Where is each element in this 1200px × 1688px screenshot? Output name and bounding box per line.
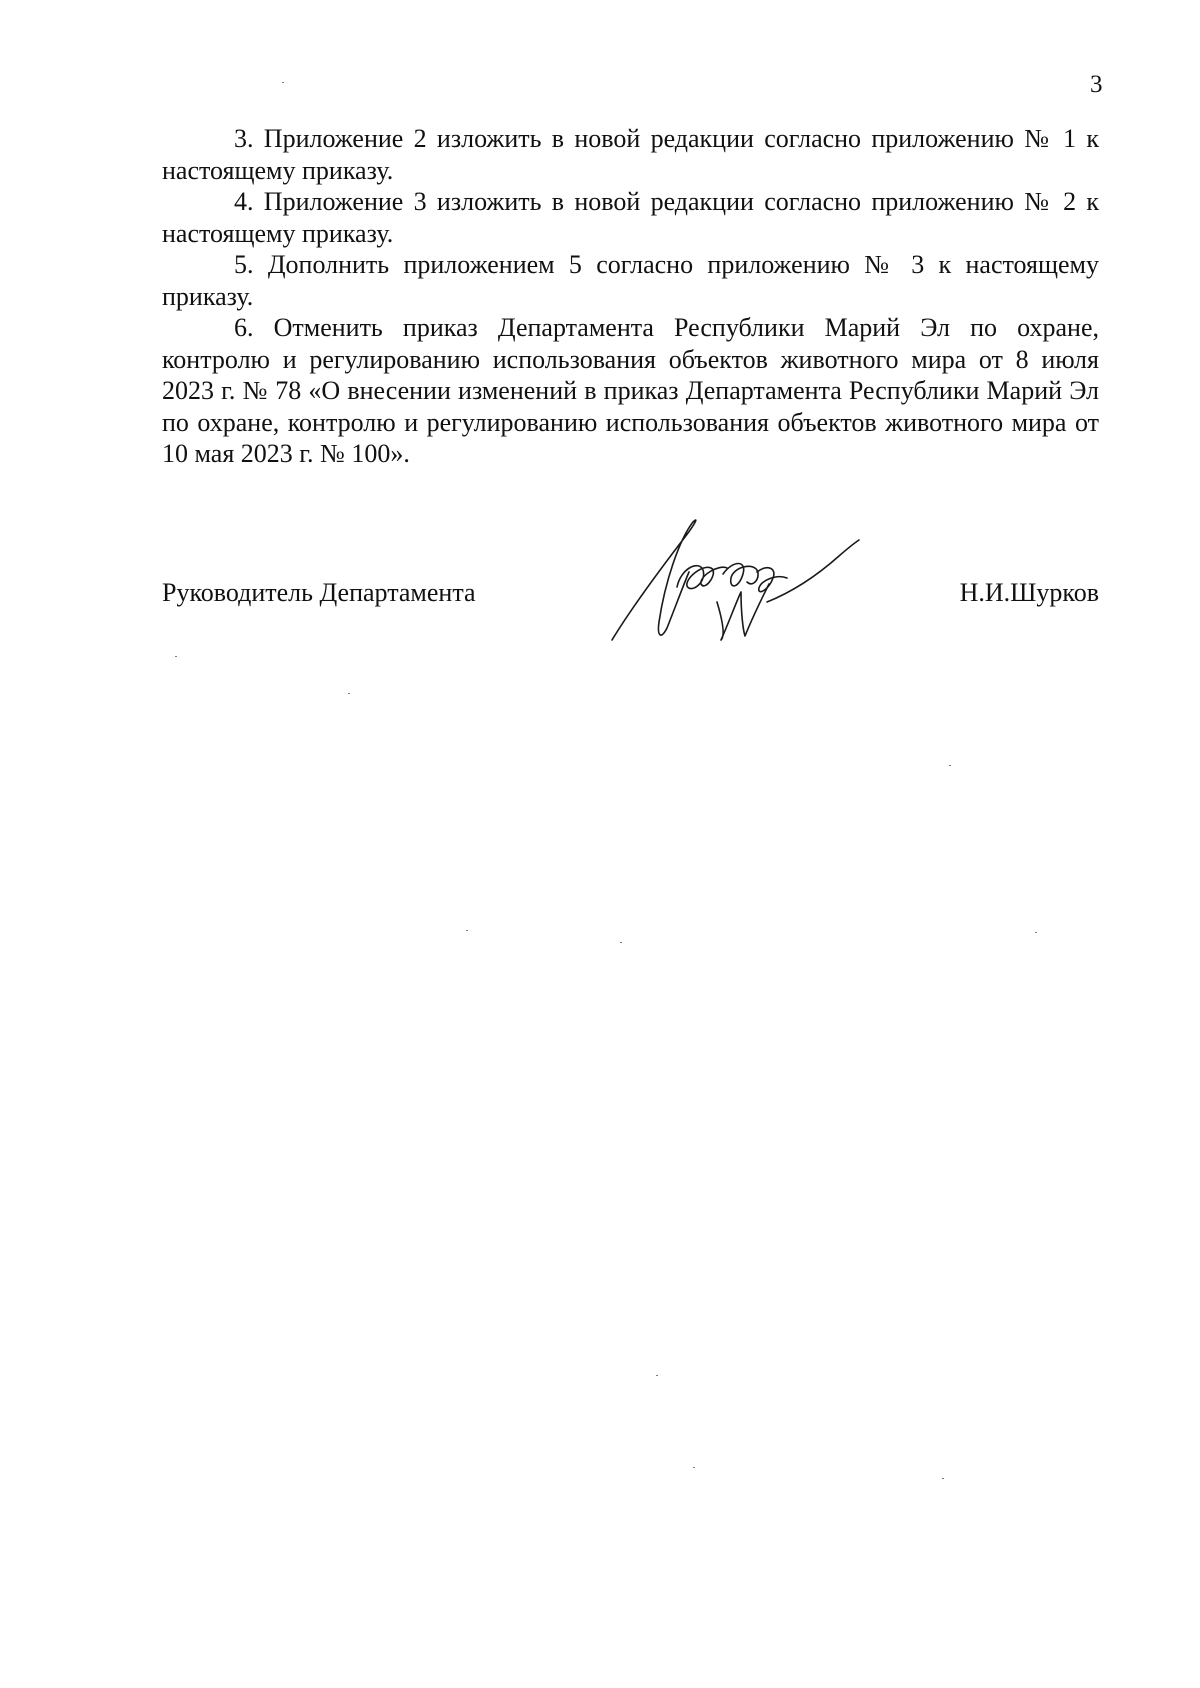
scan-speck: [949, 765, 951, 766]
scan-speck: [466, 930, 468, 931]
scan-speck: [175, 656, 177, 657]
signer-name: Н.И.Шурков: [959, 578, 1099, 607]
scan-speck: [656, 1375, 658, 1376]
paragraph-item-5: 5. Дополнить приложением 5 согласно приложению № 3 к настоящему приказу.: [162, 250, 1099, 311]
signer-title: Руководитель Департамента: [162, 578, 476, 607]
scan-speck: [282, 82, 284, 83]
paragraph-item-6: 6. Отменить приказ Департамента Республики Марий Эл по охране, контролю и регулированию использования объектов животного мира от 8 июля 2023 г. № 78 «О внесении изменений в приказ Департамента Республики Марий Эл по охране, контролю и регулированию использования объектов животного мира от 10 мая 2023 г. № 100».: [162, 313, 1099, 468]
handwritten-signature-icon: [607, 512, 867, 652]
document-body: [162, 123, 1099, 470]
paragraph-item-3: 3. Приложение 2 изложить в новой редакции согласно приложению № 1 к настоящему приказу.: [162, 124, 1099, 185]
scan-speck: [693, 1467, 695, 1468]
scan-speck: [1035, 932, 1037, 933]
scan-speck: [348, 693, 350, 694]
scan-speck: [942, 1478, 944, 1479]
paragraph-item-4: 4. Приложение 3 изложить в новой редакции согласно приложению № 2 к настоящему приказу.: [162, 187, 1099, 248]
scan-speck: [620, 942, 622, 943]
page-number: 3: [1090, 71, 1103, 98]
